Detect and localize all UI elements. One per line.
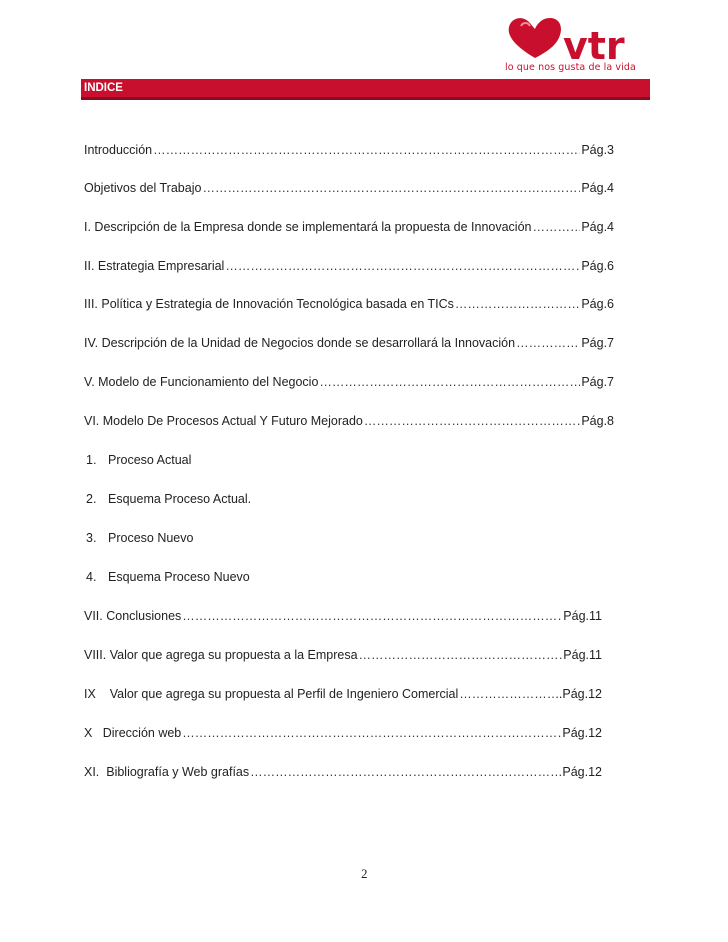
toc-entry-title: XI. Bibliografía y Web grafías xyxy=(84,765,250,779)
toc-entry[interactable] xyxy=(84,726,602,740)
toc-entry-page: ..Pág.12 xyxy=(555,687,602,701)
page-number: 2 xyxy=(361,866,368,881)
vtr-heart-logo-icon xyxy=(505,14,655,66)
toc-leader-dots xyxy=(359,648,563,662)
toc-leader-dots xyxy=(182,726,561,740)
index-title: INDICE xyxy=(84,82,123,94)
toc-entry-title: III. Política y Estrategia de Innovación Tecnológica basada en TICs xyxy=(84,297,454,311)
toc-entry-page: Pág.4 xyxy=(581,181,614,195)
toc-subitem-number: 2. xyxy=(86,492,97,506)
toc-entry-title: I. Descripción de la Empresa donde se implementará la propuesta de Innovación xyxy=(84,220,532,234)
toc-subitem[interactable] xyxy=(86,492,251,506)
toc-leader-dots xyxy=(532,220,580,234)
toc-leader-dots xyxy=(459,687,554,701)
toc-entry-title: VIII. Valor que agrega su propuesta a la Empresa xyxy=(84,648,358,662)
toc-subitem-number: 4. xyxy=(86,570,97,584)
toc-leader-dots xyxy=(364,414,580,428)
toc-subitem[interactable] xyxy=(86,453,191,467)
toc-entry-page: Pág.12 xyxy=(562,765,602,779)
toc-leader-dots xyxy=(182,609,562,623)
toc-entry-page: Pág.7 xyxy=(581,336,614,350)
toc-entry-title: V. Modelo de Funcionamiento del Negocio xyxy=(84,375,319,389)
logo-tagline: lo que nos gusta de la vida xyxy=(505,62,636,73)
toc-entry[interactable] xyxy=(84,648,602,662)
toc-leader-dots xyxy=(202,181,580,195)
toc-subitem-number: 3. xyxy=(86,531,97,545)
toc-entry-title: X Dirección web xyxy=(84,726,182,740)
toc-entry-page: Pág.3 xyxy=(581,143,614,157)
toc-entry[interactable] xyxy=(84,259,614,273)
toc-entry[interactable] xyxy=(84,375,614,389)
toc-leader-dots xyxy=(516,336,580,350)
toc-entry-title: IV. Descripción de la Unidad de Negocios donde se desarrollará la Innovación xyxy=(84,336,516,350)
toc-entry[interactable] xyxy=(84,336,614,350)
vtr-logo xyxy=(505,14,655,84)
toc-leader-dots xyxy=(250,765,561,779)
toc-entry-page: Pág.11 xyxy=(563,609,602,623)
toc-entry-page: Pág.6 xyxy=(581,259,614,273)
toc-leader-dots xyxy=(319,375,580,389)
toc-entry-title: Introducción xyxy=(84,143,153,157)
toc-entry[interactable] xyxy=(84,414,614,428)
toc-subitem-number: 1. xyxy=(86,453,97,467)
toc-entry-page: Pág.12 xyxy=(562,726,602,740)
toc-entry[interactable] xyxy=(84,220,614,234)
toc-entry[interactable] xyxy=(84,687,602,701)
toc-entry-title: IX Valor que agrega su propuesta al Perfil de Ingeniero Comercial xyxy=(84,687,459,701)
toc-entry-title: VII. Conclusiones xyxy=(84,609,182,623)
toc-leader-dots xyxy=(455,297,580,311)
toc-subitem[interactable] xyxy=(86,531,193,545)
toc-subitem[interactable] xyxy=(86,570,250,584)
toc-leader-dots xyxy=(153,143,580,157)
toc-entry[interactable] xyxy=(84,181,614,195)
toc-entry-title: Objetivos del Trabajo xyxy=(84,181,202,195)
toc-entry[interactable] xyxy=(84,297,614,311)
toc-subitem-title: Esquema Proceso Nuevo xyxy=(108,570,250,584)
index-header-bar xyxy=(81,79,650,100)
toc-leader-dots xyxy=(225,259,580,273)
toc-entry-title: VI. Modelo De Procesos Actual Y Futuro Mejorado xyxy=(84,414,363,428)
toc-entry-page: Pág.7 xyxy=(581,375,614,389)
toc-entry-page: Pág.6 xyxy=(581,297,614,311)
toc-entry-page: Pág.11 xyxy=(563,648,602,662)
toc-entry-page: Pág.4 xyxy=(581,220,614,234)
toc-subitem-title: Proceso Nuevo xyxy=(108,531,194,545)
toc-subitem-title: Esquema Proceso Actual. xyxy=(108,492,252,506)
logo-brand-text: vtr xyxy=(563,24,625,66)
toc-entry-title: II. Estrategia Empresarial xyxy=(84,259,225,273)
toc-entry-page: Pág.8 xyxy=(581,414,614,428)
toc-entry[interactable] xyxy=(84,765,602,779)
toc-entry[interactable] xyxy=(84,143,614,157)
toc-entry[interactable] xyxy=(84,609,602,623)
toc-subitem-title: Proceso Actual xyxy=(108,453,192,467)
